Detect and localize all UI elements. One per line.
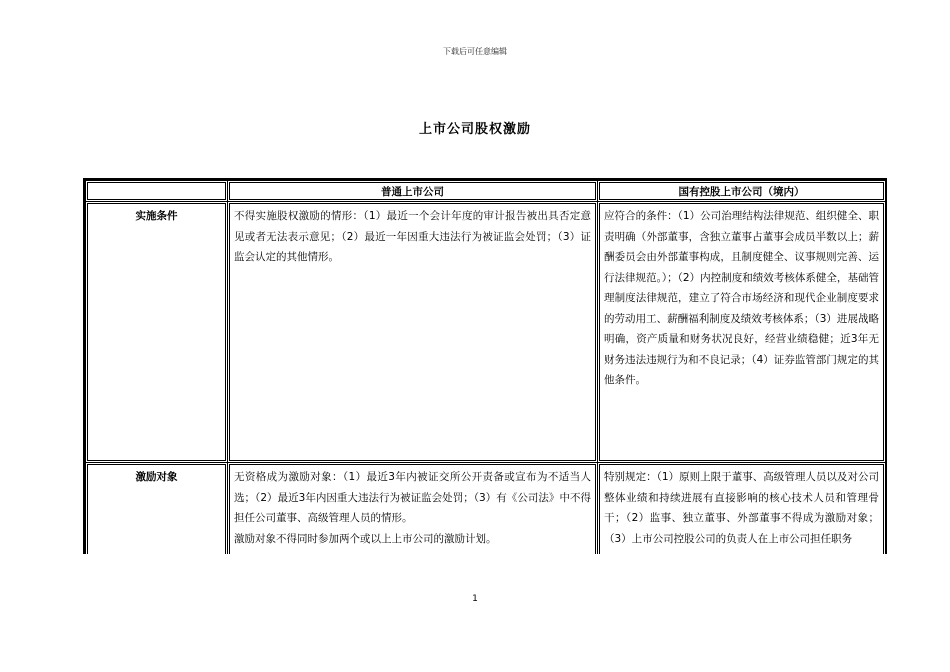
document-title: 上市公司股权激励	[418, 122, 531, 137]
page-number: 1	[472, 594, 478, 604]
table-header-row	[86, 181, 886, 202]
header-empty	[86, 181, 228, 202]
header-ordinary-company: 普通上市公司	[228, 181, 598, 202]
header-note: 下载后可任意编辑	[443, 47, 507, 56]
cell-ordinary-targets	[228, 463, 598, 555]
cell-ordinary-conditions: 不得实施股权激励的情形：（1）最近一个会计年度的审计报告被出具否定意见或者无法表示意见；（2）最近一年因重大违法行为被证监会处罚；（3）证监会认定的其他情形。	[228, 202, 598, 463]
row-label-conditions: 实施条件	[86, 202, 228, 463]
cell-state-conditions: 应符合的条件：（1）公司治理结构法律规范、组织健全、职责明确（外部董事，含独立董事占董事会成员半数以上；薪酬委员会由外部董事构成，且制度健全、议事规则完善、运行法律规范。）；（2）内控制度和绩效考核体系健全，基础管理制度法律规范，建立了符合市场经济和现代企业制度要求的劳动用工、薪酬福利制度及绩效考核体系；（3）进展战略明确，资产质量和财务状况良好，经营业绩稳健；近3年无财务违法违规行为和不良记录；（4）证券监管部门规定的其他条件。	[598, 202, 886, 463]
row-label-targets: 激励对象	[86, 463, 228, 555]
table-row	[86, 202, 886, 463]
cell-state-targets: 特别规定：（1）原则上限于董事、高级管理人员以及对公司整体业绩和持续进展有直接影响的核心技术人员和管理骨干；（2）监事、独立董事、外部董事不得成为激励对象；（3）上市公司控股公司的负责人在上市公司担任职务	[598, 463, 886, 555]
table-row	[86, 463, 886, 555]
ordinary-targets-extra: 激励对象不得同时参加两个或以上上市公司的激励计划。	[234, 532, 497, 545]
ordinary-targets-text: 无资格成为激励对象：（1）最近3年内被证交所公开责备或宣布为不适当人选；（2）最近3年内因重大违法行为被证监会处罚；（3）有《公司法》中不得担任公司董事、高级管理人员的情形。	[234, 471, 591, 524]
comparison-table	[83, 178, 887, 554]
header-state-company: 国有控股上市公司（境内）	[598, 181, 886, 202]
